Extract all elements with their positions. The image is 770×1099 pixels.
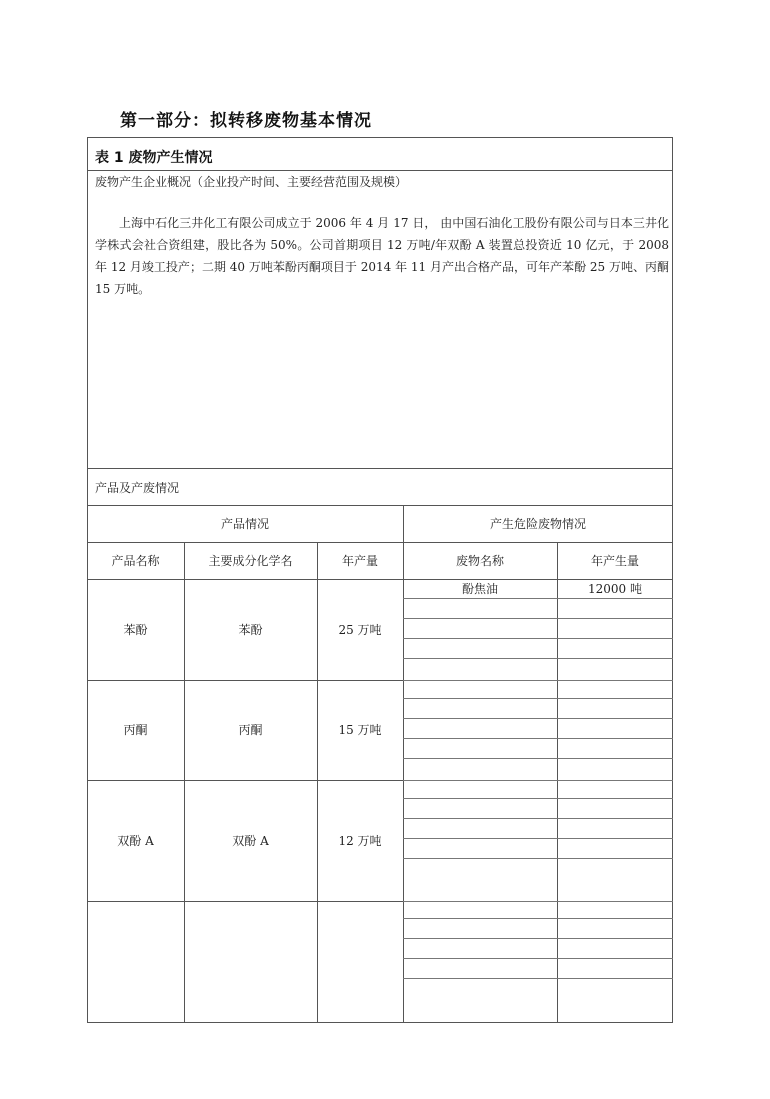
products-group-header: 产品情况	[220, 517, 269, 531]
waste-row-line	[403, 698, 673, 699]
product-component: 苯酚	[238, 623, 263, 637]
section-divider	[87, 505, 673, 506]
waste-row-line	[403, 658, 673, 659]
waste-row-line	[403, 718, 673, 719]
overview-divider	[87, 468, 673, 469]
waste-row-line	[403, 680, 673, 681]
waste-row-line	[403, 758, 673, 759]
col-header-waste-name: 废物名称	[455, 554, 504, 568]
column-header-divider	[87, 579, 673, 580]
waste-row-line	[403, 598, 673, 599]
waste-amount: 12000 吨	[588, 582, 642, 596]
product-output: 12 万吨	[338, 834, 382, 848]
overview-label: 废物产生企业概况（企业投产时间、主要经营范围及规模）	[95, 175, 408, 189]
waste-row-line	[403, 618, 673, 619]
waste-row-line	[403, 798, 673, 799]
waste-row-line	[403, 638, 673, 639]
col-header-annual-output: 年产量	[341, 554, 378, 568]
waste-name: 酚焦油	[461, 582, 498, 596]
product-row-divider	[87, 901, 403, 902]
col-divider-2	[317, 542, 318, 1023]
product-name: 苯酚	[123, 623, 148, 637]
col-divider-4	[557, 542, 558, 1023]
waste-row-line	[403, 838, 673, 839]
col-header-annual-amount: 年产生量	[590, 554, 639, 568]
product-row-divider	[87, 780, 403, 781]
waste-row-line	[403, 918, 673, 919]
col-header-chemical-name: 主要成分化学名	[208, 554, 293, 568]
overview-text: 上海中石化三井化工有限公司成立于 2006 年 4 月 17 日， 由中国石油化工股份有限公司与日本三井化学株式会社合资组建，股比各为 50%。公司首期项目 12 万吨/年双酚 A 装置总投资近 10 亿元，于 2008 年 12 月竣工投产；二期 40 万吨苯酚丙酮项目于 2014 年 11 月产出合格产品，可年产苯酚 25 万吨、丙酮 15 万吨。	[95, 216, 669, 296]
product-output: 15 万吨	[338, 723, 382, 737]
waste-row-line	[403, 858, 673, 859]
product-component: 丙酮	[238, 723, 263, 737]
waste-row-line	[403, 958, 673, 959]
product-row-divider	[87, 680, 403, 681]
waste-row-line	[403, 978, 673, 979]
col-divider-1	[184, 542, 185, 1023]
waste-row-line	[403, 938, 673, 939]
table-caption: 表 1 废物产生情况	[95, 150, 213, 166]
waste-row-line	[403, 738, 673, 739]
group-header-divider	[87, 542, 673, 543]
product-name: 双酚 A	[117, 834, 154, 848]
product-output: 25 万吨	[338, 623, 382, 637]
part-title: 第一部分：拟转移废物基本情况	[120, 111, 372, 131]
products-section-label: 产品及产废情况	[95, 481, 180, 495]
product-component: 双酚 A	[232, 834, 269, 848]
col-header-product-name: 产品名称	[111, 554, 160, 568]
waste-row-line	[403, 818, 673, 819]
waste-row-line	[403, 780, 673, 781]
caption-divider	[87, 170, 673, 171]
waste-group-header: 产生危险废物情况	[489, 517, 586, 531]
waste-row-line	[403, 901, 673, 902]
product-name: 丙酮	[123, 723, 148, 737]
